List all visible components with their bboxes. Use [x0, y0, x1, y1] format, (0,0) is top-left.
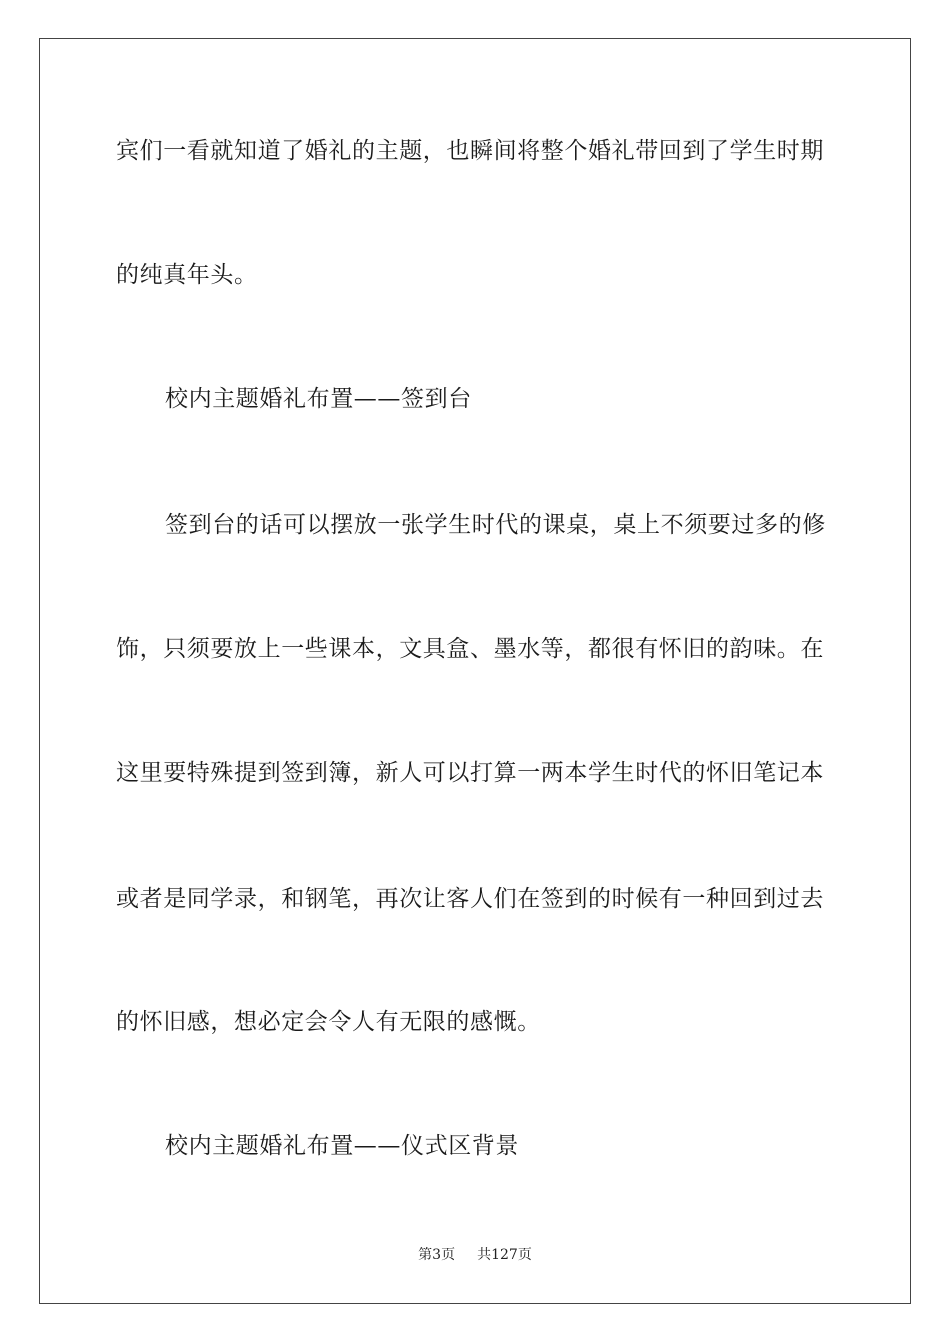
body-line-6: 或者是同学录，和钢笔，再次让客人们在签到的时候有一种回到过去: [116, 886, 824, 912]
body-line-2: 的纯真年头。: [116, 262, 258, 288]
page-footer: [0, 1245, 950, 1265]
page-frame: [39, 38, 911, 1304]
body-line-1: 宾们一看就知道了婚礼的主题，也瞬间将整个婚礼带回到了学生时期: [116, 138, 824, 164]
section-heading-sign-in: 校内主题婚礼布置——签到台: [165, 386, 472, 412]
body-line-3: 签到台的话可以摆放一张学生时代的课桌，桌上不须要过多的修: [165, 512, 826, 538]
section-heading-ceremony: 校内主题婚礼布置——仪式区背景: [165, 1133, 519, 1159]
page-total: 共127页: [477, 1247, 532, 1263]
body-line-7: 的怀旧感，想必定会令人有无限的感慨。: [116, 1009, 541, 1035]
page-number: 第3页: [418, 1247, 456, 1263]
body-line-5: 这里要特殊提到签到簿，新人可以打算一两本学生时代的怀旧笔记本: [116, 760, 824, 786]
body-line-4: 饰，只须要放上一些课本，文具盒、墨水等，都很有怀旧的韵味。在: [116, 636, 824, 662]
